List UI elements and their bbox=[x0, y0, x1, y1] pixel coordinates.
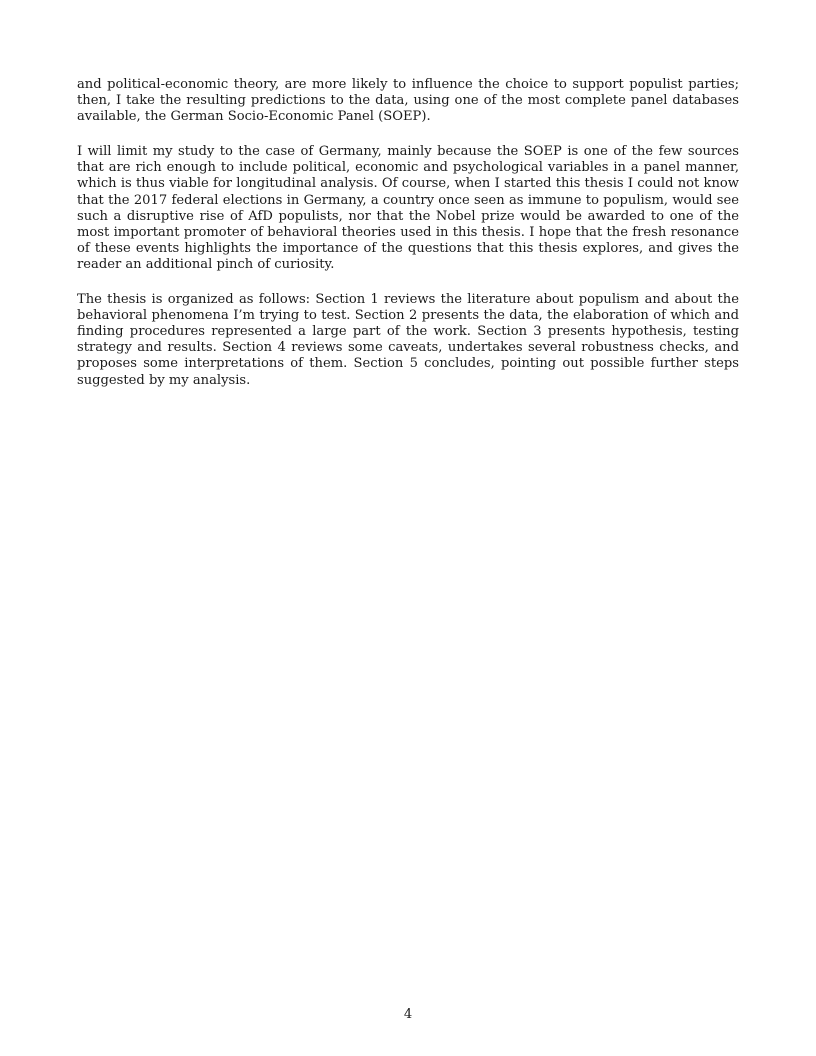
paragraph-continuation: and political-economic theory, are more likely to influence the choice to support populist parties; then, I take the resulting predictions to the data, using one of the most complete panel databases available, the German Socio-Economic Panel (SOEP). bbox=[77, 77, 739, 125]
page-number: 4 bbox=[403, 1007, 413, 1022]
paragraph-study-scope: I will limit my study to the case of Germany, mainly because the SOEP is one of the few sources that are rich enough to include political, economic and psychological variables in a panel manner, which is thus viable for longitudinal analysis. Of course, when I started this thesis I could not know that the 2017 federal elections in Germany, a country once seen as immune to populism, would see such a disruptive rise of AfD populists, nor that the Nobel prize would be awarded to one of the most important promoter of behavioral theories used in this thesis. I hope that the fresh resonance of these events highlights the importance of the questions that this thesis explores, and gives the reader an additional pinch of curiosity. bbox=[77, 144, 739, 272]
page-body bbox=[77, 77, 739, 408]
paragraph-thesis-organization: The thesis is organized as follows: Section 1 reviews the literature about populism and about the behavioral phenomena I’m trying to test. Section 2 presents the data, the elaboration of which and finding procedures represented a large part of the work. Section 3 presents hypothesis, testing strategy and results. Section 4 reviews some caveats, undertakes several robustness checks, and proposes some interpretations of them. Section 5 concludes, pointing out possible further steps suggested by my analysis. bbox=[77, 292, 739, 388]
